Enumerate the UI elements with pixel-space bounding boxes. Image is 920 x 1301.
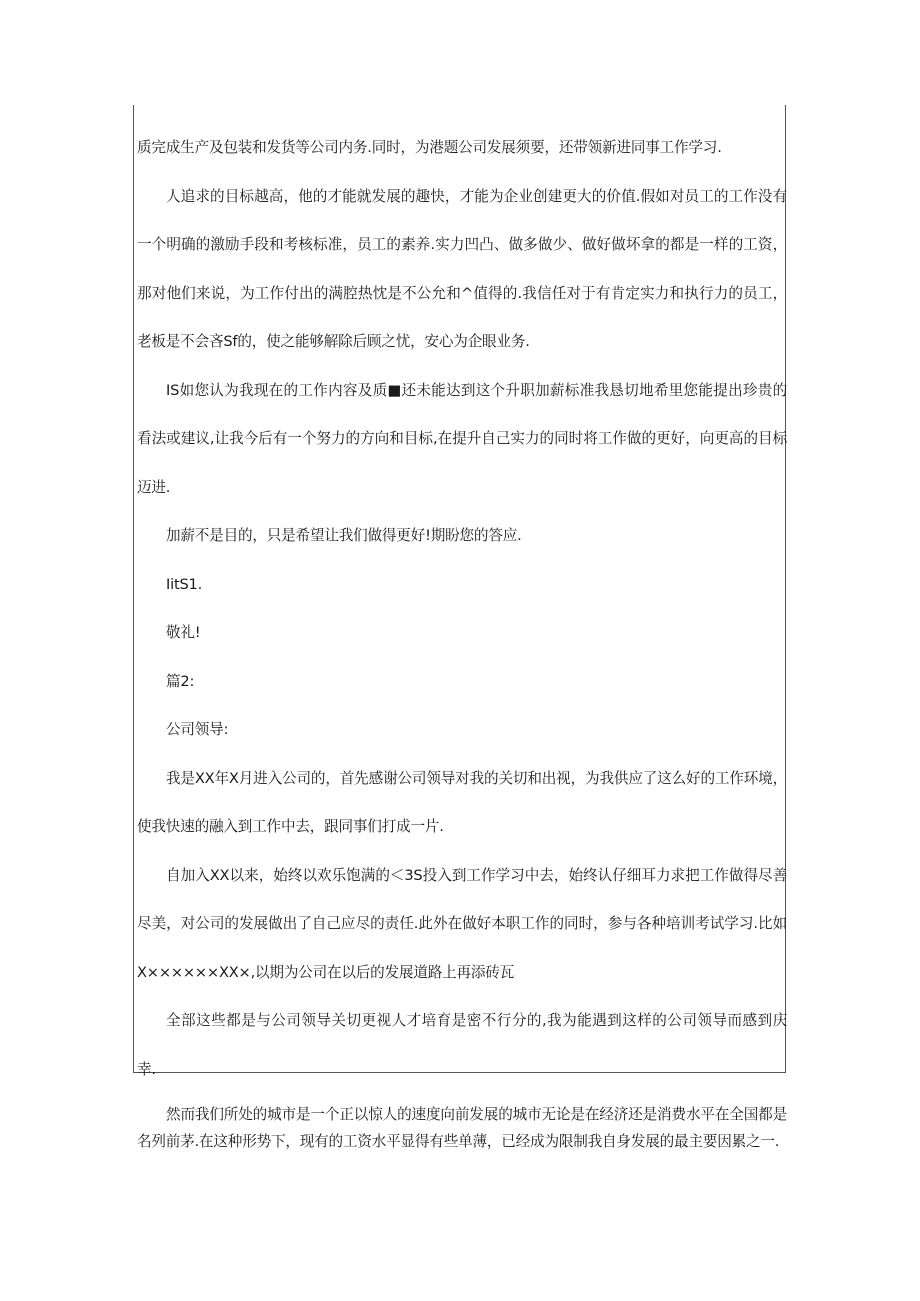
text-line: 幸. [137, 1060, 156, 1078]
text-line: 尽美，对公司的发展做出了自己应尽的责任.此外在做好本职工作的同时，参与各种培训考试学习.比如 [137, 915, 787, 932]
text-line: 看法或建议,让我今后有一个努力的方向和目标,在提升自己实力的同时将工作做的更好，向更高的目标 [137, 430, 787, 447]
text-line: 加薪不是目的，只是希望让我们做得更好!期盼您的答应. [166, 527, 522, 544]
text-line: 敬礼! [166, 624, 201, 641]
text-line: 篇2: [166, 672, 195, 690]
text-line: 我是XX年X月进入公司的，首先感谢公司领导对我的关切和出视，为我供应了这么好的工作环境， [166, 769, 787, 787]
body-paragraph: 然而我们所处的城市是一个正以惊人的速度向前发展的城市无论是在经济还是消费水平在全国都是名列前茅.在这种形势下，现有的工资水平显得有些单薄，已经成为限制我自身发展的最主要因累之一. [137, 1106, 787, 1150]
text-line: 全部这些都是与公司领导关切更视人才培育是密不行分的,我为能遇到这样的公司领导而感到庆 [166, 1012, 787, 1029]
text-line: 那对他们来说，为工作付出的满腔热忱是不公允和^值得的.我信任对于有肯定实力和执行力的员工， [137, 284, 787, 302]
text-line: X××××××XX×,以期为公司在以后的发展道路上再添砖瓦 [137, 963, 515, 981]
text-line: IS如您认为我现在的工作内容及质■还未能达到这个升职加薪标准我恳切地希里您能提出珍贵的 [166, 381, 787, 399]
text-line: 自加入XX以来，始终以欢乐饱满的＜3S投入到工作学习中去，始终认仔细耳力求把工作做得尽善 [166, 866, 787, 884]
box-content [137, 124, 787, 1094]
text-line: IitS1. [166, 575, 203, 593]
text-line: 使我快速的融入到工作中去，跟同事们打成一片. [137, 818, 444, 835]
text-line: 公司领导: [166, 721, 229, 738]
text-line: 一个明确的激励手段和考核标准，员工的素养.实力凹凸、做多做少、做好做坏拿的都是一样的工资， [137, 236, 787, 253]
text-line: 质完成生产及包装和发货等公司内务.同时，为港题公司发展须要，还带领新进同事工作学习. [137, 139, 722, 156]
text-line: 人追求的目标越高，他的才能就发展的趣快，才能为企业创建更大的价值.假如对员工的工作没有 [166, 187, 787, 205]
text-line: 迈进. [137, 478, 171, 496]
text-line: 老板是不会吝Sf的，使之能够解除后顾之忧，安心为企眼业务. [137, 333, 530, 350]
